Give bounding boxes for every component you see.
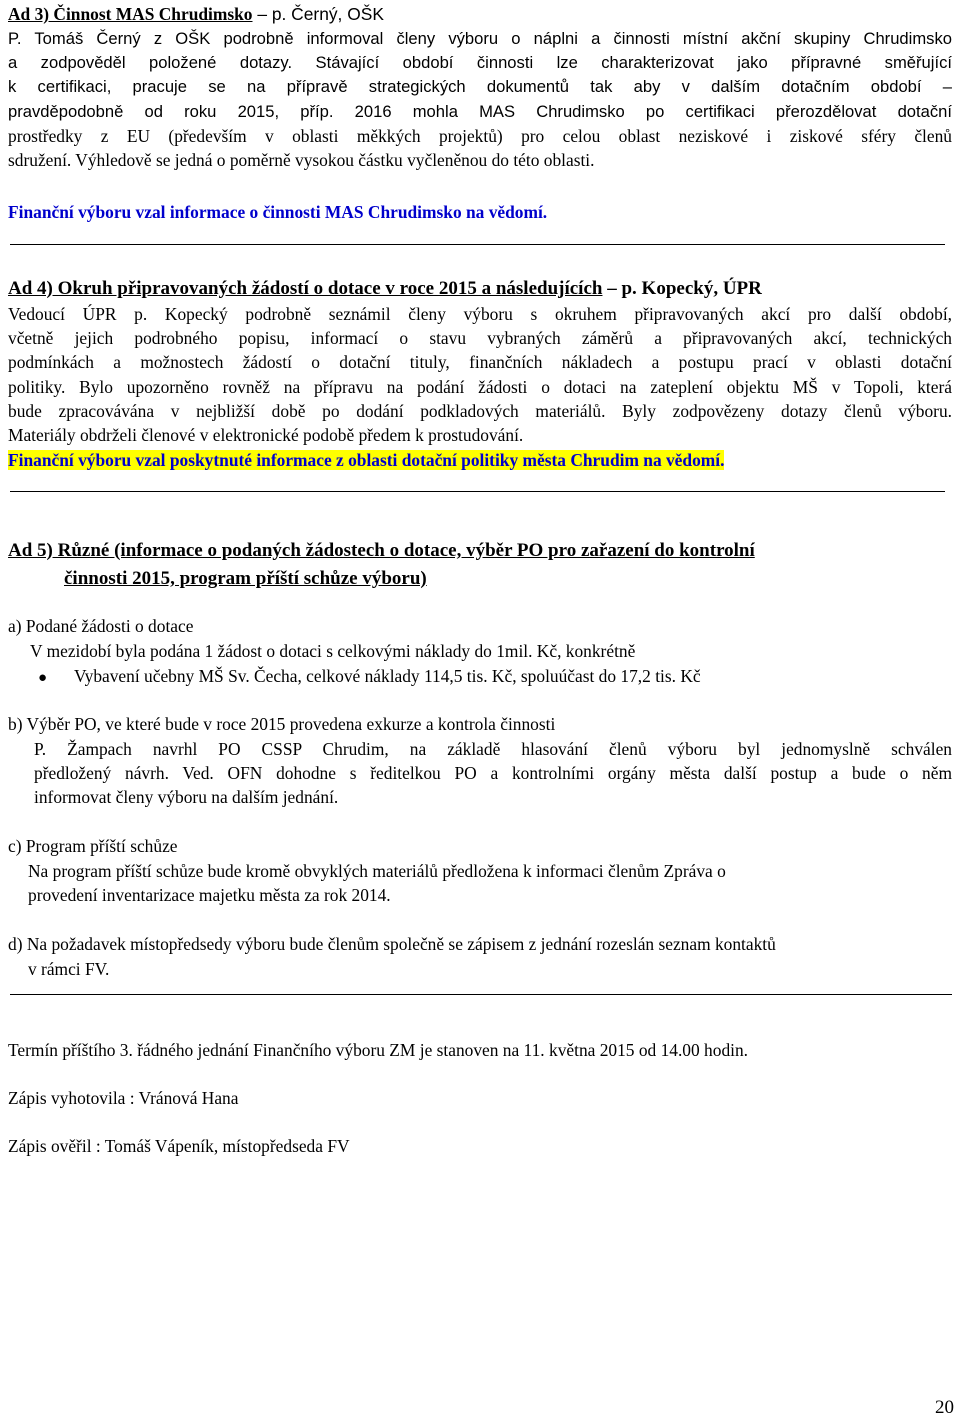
separator-line: [10, 994, 952, 995]
ad4-line: politiky. Bylo upozorněno rovněž na přípravu na podání žádosti o dotaci na zateplení objektu MŠ v Topoli, která: [8, 376, 952, 397]
separator-line: [10, 244, 945, 245]
ad5-heading-line2: činnosti 2015, program příští schůze výboru): [64, 568, 427, 589]
ad3-line: pravděpodobně od roku 2015, příp. 2016 mohla MAS Chrudimsko po certifikaci přerozdělovat dotační: [8, 101, 952, 121]
ad5-c-paragraph: [28, 859, 878, 907]
ad4-line: bude zpracovávána v nejbližší době po dodání podkladových materiálů. Byly zodpovězeny dotazy členů výboru.: [8, 400, 952, 421]
ad4-heading-title: Ad 4) Okruh připravovaných žádostí o dotace v roce 2015 a následujících: [8, 278, 603, 299]
ad4-heading-presenter: – p. Kopecký, ÚPR: [602, 278, 762, 299]
ad3-line: k certifikaci, pracuje se na přípravě strategických dokumentů tak aby v dalším dotačním období –: [8, 77, 952, 97]
ad3-line: prostředky z EU (především v oblasti měkkých projektů) pro celou oblast neziskové i ziskové sféry členů: [8, 125, 952, 146]
ad3-resolution: [8, 200, 547, 224]
verifier-text: Zápis ověřil : Tomáš Vápeník, místopředseda FV: [8, 1136, 350, 1156]
bullet-icon: ●: [38, 670, 48, 686]
ad5-c-line: Na program příští schůze bude kromě obvyklých materiálů předložena k informaci členům Zpráva o: [28, 861, 726, 881]
ad4-heading: [8, 277, 762, 301]
ad4-line: podmínkách a možnostech žádostí o dotační tituly, finančních nákladech a postupu prací v oblasti dotační: [8, 352, 952, 373]
ad3-line: a zodpověděl položené dotazy. Stávající období činnosti lze charakterizovat jako přípravné směřující: [8, 53, 952, 73]
ad5-b-paragraph: [34, 737, 952, 810]
ad5-d-line2: v rámci FV.: [28, 959, 110, 979]
ad3-heading-presenter: – p. Černý, OŠK: [252, 4, 384, 24]
ad5-a-title: a) Podané žádosti o dotace: [8, 616, 194, 636]
ad3-heading-title: Ad 3) Činnost MAS Chrudimsko: [8, 4, 253, 24]
page-number: 20: [935, 1397, 954, 1418]
recorder-text: Zápis vyhotovila : Vránová Hana: [8, 1088, 239, 1108]
ad5-b-line: informovat členy výboru na dalším jednání.: [34, 787, 339, 808]
ad5-a-text: V mezidobí byla podána 1 žádost o dotaci s celkovými náklady do 1mil. Kč, konkrétně: [30, 641, 636, 661]
ad4-paragraph: [8, 302, 952, 447]
ad4-resolution-text: Finanční výboru vzal poskytnuté informace z oblasti dotační politiky města Chrudim na vědomí.: [8, 450, 725, 470]
ad4-line: včetně jejich podrobného popisu, informací o stavu vybraných záměrů a připravovaných akcí, technických: [8, 328, 952, 349]
ad5-b-line: P. Žampach navrhl PO CSSP Chrudim, na základě hlasování členů výboru byl jednomyslně schválen: [34, 739, 952, 759]
ad3-heading: [8, 2, 384, 26]
ad3-line: P. Tomáš Černý z OŠK podrobně informoval členy výboru o náplni a činnosti místní akční skupiny Chrudimsko: [8, 29, 952, 48]
ad4-line: Vedoucí ÚPR p. Kopecký podrobně seznámil členy výboru s okruhem připravovaných akcí pro další období,: [8, 304, 952, 324]
ad5-a-bullet-item: [8, 664, 701, 690]
ad4-line: Materiály obdrželi členové v elektronické podobě předem k prostudování.: [8, 425, 524, 446]
ad5-b-line: předložený návrh. Ved. OFN dohodne s ředitelkou PO a kontrolními orgány města další postup a bude o něm: [34, 763, 952, 784]
ad5-heading-line1: Ad 5) Různé (informace o podaných žádostech o dotace, výběr PO pro zařazení do kontrolní: [8, 540, 755, 561]
ad5-c-title: c) Program příští schůze: [8, 836, 178, 856]
next-meeting-text: Termín příštího 3. řádného jednání Finančního výboru ZM je stanoven na 11. května 2015 od 14.00 hodin.: [8, 1040, 749, 1060]
ad4-resolution: [8, 448, 724, 472]
ad5-a-bullet-text: Vybavení učebny MŠ Sv. Čecha, celkové náklady 114,5 tis. Kč, spoluúčast do 17,2 tis. Kč: [74, 666, 701, 686]
separator-line: [10, 491, 945, 492]
ad5-b-title: b) Výběr PO, ve které bude v roce 2015 provedena exkurze a kontrola činnosti: [8, 714, 556, 734]
ad3-resolution-text: Finanční výboru vzal informace o činnosti MAS Chrudimsko na vědomí.: [8, 202, 548, 222]
ad5-c-line: provedení inventarizace majetku města za rok 2014.: [28, 885, 391, 906]
ad5-d-line1: d) Na požadavek místopředsedy výboru bude členům společně se zápisem z jednání rozeslán seznam kontaktů: [8, 934, 776, 954]
ad3-paragraph: [8, 27, 952, 172]
ad3-line: sdružení. Výhledově se jedná o poměrně vysokou částku vyčleněnou do této oblasti.: [8, 150, 595, 171]
